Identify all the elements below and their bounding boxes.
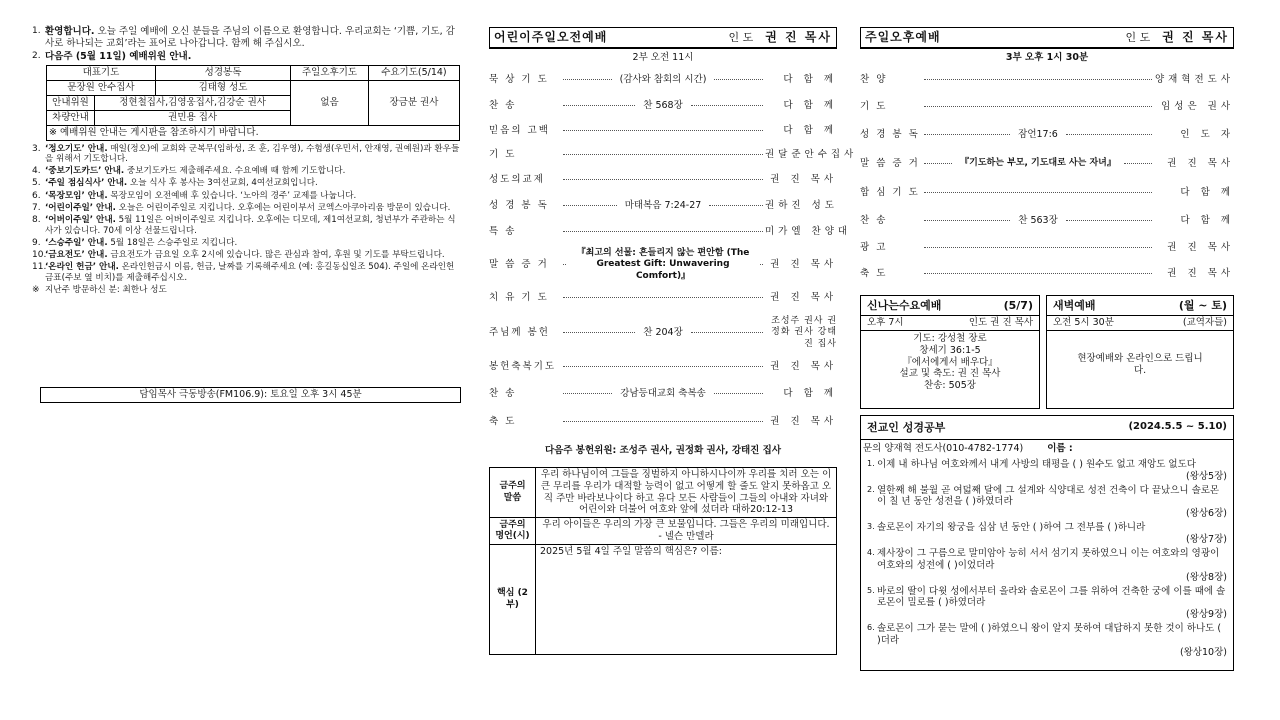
duty-cell: 차량안내 bbox=[47, 110, 95, 125]
announcement-text: 매일(정오)에 교회와 군복무(임하성, 조 훈, 김우영), 수험생(우민서, 안재영, 권예원)과 환우들을 위해서 기도합니다. bbox=[45, 143, 460, 165]
leader-dots bbox=[924, 106, 1152, 107]
question-text: 솔로몬이 자기의 왕궁을 십삼 년 동안 ( )하여 그 전부를 ( )하니라 bbox=[877, 522, 1146, 534]
question-reference: (왕상6장) bbox=[1186, 508, 1227, 520]
duty-header: 대표기도 bbox=[47, 65, 156, 80]
order-item-person: 권달준안수집사 bbox=[765, 148, 858, 160]
weekly-word-table bbox=[489, 467, 837, 655]
wednesday-time: 오후 7시 bbox=[867, 316, 904, 328]
question-body bbox=[877, 548, 1227, 584]
order-item-person: 권 진 목사 bbox=[1167, 241, 1234, 253]
order-item-person: 다 함 께 bbox=[783, 99, 838, 111]
order-item-label: 광 고 bbox=[860, 241, 888, 253]
leader-dots bbox=[1124, 163, 1152, 164]
study-question bbox=[867, 586, 1227, 622]
order-item-content: 『최고의 선물: 흔들리지 않는 편안함 (The Greatest Gift: Unwavering Comfort)』 bbox=[576, 248, 750, 281]
order-item-label: 믿음의 고백 bbox=[489, 124, 550, 136]
announcement-body bbox=[45, 203, 462, 214]
announcement-item bbox=[32, 26, 462, 50]
leader-dots bbox=[563, 79, 612, 80]
dawn-header bbox=[1047, 296, 1233, 316]
duty-table bbox=[46, 65, 460, 141]
order-row bbox=[489, 409, 837, 435]
announcement-number: 4. bbox=[32, 166, 41, 177]
announcement-body bbox=[45, 191, 462, 202]
order-item-label: 합 심 기 도 bbox=[860, 186, 920, 198]
announcement-item bbox=[32, 166, 462, 177]
weekly-saying-label: 금주의 명언(시) bbox=[490, 518, 536, 545]
order-item-content: 『기도하는 부모, 기도대로 사는 자녀』 bbox=[960, 158, 1116, 169]
order-item-person: 권 진 목사 bbox=[770, 291, 837, 303]
announcement-title: ‘목장모임’ 안내. bbox=[45, 190, 108, 201]
duty-cell: 문장원 안수집사 bbox=[47, 80, 156, 95]
announcement-number: 11. bbox=[32, 262, 47, 273]
order-item-label: 봉헌축복기도 bbox=[489, 360, 557, 372]
next-offering: 다음주 봉헌위원: 조성주 권사, 권정화 권사, 강태진 집사 bbox=[544, 444, 782, 456]
order-item-content: 찬 563장 bbox=[1018, 214, 1058, 226]
order-row bbox=[489, 119, 837, 143]
leader-dots bbox=[1066, 220, 1152, 221]
question-number: 6. bbox=[867, 623, 875, 633]
question-reference: (왕상10장) bbox=[1179, 646, 1227, 658]
duty-header: 성경봉독 bbox=[155, 65, 290, 80]
order-item-person: 권 진 목사 bbox=[770, 415, 837, 427]
leader-dots bbox=[691, 105, 763, 106]
wednesday-line: 찬송: 505장 bbox=[924, 380, 976, 392]
wednesday-leader: 인도 권 진 목사 bbox=[968, 316, 1033, 328]
announcement-item bbox=[32, 215, 462, 236]
leader-label: 인 도 bbox=[1125, 31, 1151, 44]
order-item-person: 권 진 목사 bbox=[770, 360, 837, 372]
order-item-person: 임성은 권사 bbox=[1161, 100, 1234, 112]
announcement-number: 6. bbox=[32, 190, 41, 201]
study-period: (2024.5.5 ~ 5.10) bbox=[1128, 421, 1227, 433]
order-item-label: 찬 송 bbox=[489, 99, 517, 111]
order-item-person: 다 함 께 bbox=[783, 387, 837, 399]
order-item-label: 치 유 기 도 bbox=[489, 291, 549, 303]
announcement-text: 온라인헌금시 이름, 헌금, 날짜를 기록해주세요 (예: 홍길동십일조 504). 주일에 온라인헌금표(주보 옆 비치)를 제출해주십시오. bbox=[45, 262, 455, 283]
duty-cell: 정현철집사,김영웅집사,김강순 권사 bbox=[95, 95, 291, 110]
announcement-body bbox=[45, 144, 462, 165]
study-question bbox=[867, 485, 1227, 521]
order-item-label: 찬 송 bbox=[489, 387, 517, 399]
question-number: 5. bbox=[867, 585, 875, 595]
announcement-number: 10. bbox=[32, 249, 47, 260]
announcement-body bbox=[45, 178, 462, 189]
leader-dots bbox=[563, 297, 763, 298]
wednesday-line: 창세기 36:1-5 bbox=[919, 344, 981, 356]
afternoon-worship-header bbox=[860, 27, 1234, 49]
announcement-item bbox=[32, 285, 462, 296]
wednesday-sub bbox=[861, 316, 1039, 331]
announcement-title: ‘어린이주일’ 안내. bbox=[45, 202, 116, 213]
question-reference: (왕상7장) bbox=[1186, 534, 1227, 545]
announcement-text: 오늘은 어린이주일로 지킵니다. 오후에는 어린이부서 코엑스아쿠아리움 방문이 있습니다. bbox=[115, 202, 451, 213]
wednesday-box bbox=[860, 295, 1040, 409]
dawn-who: (교역자들) bbox=[1182, 316, 1227, 328]
duty-header: 주일오후기도 bbox=[291, 65, 369, 80]
wednesday-date: (5/7) bbox=[1003, 298, 1033, 312]
announcement-title: ‘스승주일’ 안내. bbox=[45, 237, 108, 248]
order-row bbox=[489, 379, 837, 409]
order-row bbox=[489, 285, 837, 311]
order-row bbox=[489, 167, 837, 193]
leader-dots bbox=[924, 247, 1152, 248]
question-number: 1. bbox=[867, 458, 875, 468]
leader-dots bbox=[563, 205, 617, 206]
order-item-person: 권 진 목사 bbox=[770, 173, 837, 185]
announcement-number: 5. bbox=[32, 178, 41, 189]
announcement-text: 지난주 방문하신 분: 최한나 성도 bbox=[45, 284, 167, 295]
order-item-person: 다 함 께 bbox=[783, 73, 837, 85]
announcement-title: ‘주일 점심식사’ 안내. bbox=[45, 178, 128, 189]
order-row bbox=[489, 219, 852, 245]
duty-header: 수요기도(5/14) bbox=[368, 65, 459, 80]
order-row bbox=[489, 143, 858, 167]
study-question bbox=[867, 459, 1227, 483]
announcement-body bbox=[45, 215, 462, 236]
announcement-body bbox=[45, 166, 462, 177]
dawn-days: (월 ~ 토) bbox=[1178, 298, 1227, 312]
order-row bbox=[860, 121, 1234, 149]
announcement-number: 7. bbox=[32, 202, 41, 213]
announcement-body bbox=[45, 238, 462, 249]
dawn-sub bbox=[1047, 316, 1233, 331]
announcement-item bbox=[32, 262, 462, 283]
announcement-title: 환영합니다. bbox=[45, 26, 95, 37]
announcement-text: 오늘 식사 후 봉사는 3여선교회, 4여선교회입니다. bbox=[127, 178, 318, 189]
leader-dots bbox=[924, 134, 1010, 135]
duty-cell: 장금분 권사 bbox=[368, 80, 459, 125]
announcement-body bbox=[45, 250, 462, 261]
order-row bbox=[860, 93, 1234, 121]
wednesday-line: 기도: 강성철 장로 bbox=[913, 332, 987, 344]
leader-dots bbox=[563, 130, 763, 131]
leader-dots bbox=[924, 163, 952, 164]
announcement-body bbox=[45, 262, 462, 283]
question-number: 3. bbox=[867, 522, 875, 532]
announcement-item bbox=[32, 144, 462, 165]
duty-cell: 없음 bbox=[291, 80, 369, 125]
dawn-box bbox=[1046, 295, 1234, 409]
leader-dots bbox=[924, 192, 1152, 193]
order-item-content: 찬 204장 bbox=[643, 326, 683, 338]
order-item-label: 특 송 bbox=[489, 225, 517, 237]
order-item-label: 찬 양 bbox=[860, 73, 888, 85]
question-text: 솔로몬이 그가 묻는 말에 ( )하였으니 왕이 알지 못하여 대답하지 못한 것이 하나도 ( )더라 bbox=[877, 623, 1222, 646]
leader-dots bbox=[924, 79, 1152, 80]
order-item-person: 다 함 께 bbox=[783, 124, 837, 136]
weekly-saying-text: 우리 아이들은 우리의 가장 큰 보물입니다. 그들은 우리의 미래입니다. - 넬슨 만델라 bbox=[536, 518, 837, 545]
leader-dots bbox=[714, 79, 763, 80]
leader-dots bbox=[563, 154, 763, 155]
leader-name: 권 진 목사 bbox=[1162, 30, 1229, 44]
order-item-label: 축 도 bbox=[489, 415, 517, 427]
wednesday-title: 신나는수요예배 bbox=[867, 298, 942, 312]
announcement-item bbox=[32, 238, 462, 249]
leader-dots bbox=[563, 179, 763, 180]
announcement-title: ‘어버이주일’ 안내. bbox=[45, 215, 116, 226]
afternoon-column bbox=[860, 27, 1234, 671]
children-worship-header bbox=[489, 27, 837, 49]
study-title: 전교인 성경공부 bbox=[867, 420, 946, 434]
core-label: 핵심 (2부) bbox=[490, 545, 536, 655]
question-reference: (왕상8장) bbox=[1186, 571, 1227, 583]
announcement-number: 9. bbox=[32, 237, 41, 248]
order-item-label: 묵 상 기 도 bbox=[489, 73, 549, 85]
leader-dots bbox=[563, 105, 635, 106]
order-row bbox=[489, 311, 837, 355]
duty-note: ※ 예배위원 안내는 게시판을 참조하시기 바랍니다. bbox=[47, 125, 460, 140]
question-body bbox=[877, 485, 1227, 521]
dawn-time: 오전 5시 30분 bbox=[1053, 316, 1114, 328]
announcements-column bbox=[32, 26, 462, 297]
question-body bbox=[877, 623, 1227, 659]
leader-dots bbox=[714, 393, 763, 394]
order-row bbox=[860, 207, 1234, 235]
leader-dots bbox=[760, 264, 763, 265]
announcement-item bbox=[32, 191, 462, 202]
order-item-label: 성 경 봉 독 bbox=[860, 128, 920, 140]
study-questions bbox=[861, 459, 1233, 659]
announcement-text: 오늘 주일 예배에 오신 분들을 주님의 이름으로 환영합니다. 우리교회는 ‘기쁨, 기도, 감사로 하나되는 교회’라는 표어로 나아갑니다. 함께 해 주십시오. bbox=[45, 26, 455, 49]
announcement-title: ‘금요전도’ 안내. bbox=[45, 249, 108, 260]
order-item-label: 찬 송 bbox=[860, 214, 888, 226]
order-item-person: 다 함 께 bbox=[1180, 214, 1235, 226]
order-item-person: 인 도 자 bbox=[1180, 128, 1234, 140]
announcement-body bbox=[45, 285, 462, 296]
study-question bbox=[867, 623, 1227, 659]
order-item-person: 권하진 성도 bbox=[765, 199, 838, 211]
question-body bbox=[877, 459, 1227, 483]
order-item-content: 찬 568장 bbox=[643, 99, 683, 111]
order-item-label: 축 도 bbox=[860, 267, 888, 279]
question-reference: (왕상9장) bbox=[1186, 609, 1227, 621]
announcement-text: 5월 11일은 어버이주일로 지킵니다. 오후에는 디모데, 제1여선교회, 청년부가 주관하는 식사가 있습니다. 70세 이상 선물드립니다. bbox=[45, 215, 456, 236]
duty-cell: 권민용 집사 bbox=[95, 110, 291, 125]
order-of-service bbox=[489, 67, 858, 435]
order-item-content: 강남등대교회 축복송 bbox=[620, 387, 706, 399]
announcement-item bbox=[32, 51, 462, 63]
order-item-label: 기 도 bbox=[860, 100, 888, 112]
announcement-number: 1. bbox=[32, 26, 41, 36]
question-body bbox=[877, 586, 1227, 622]
order-item-label: 성도의교제 bbox=[489, 173, 545, 185]
order-item-label: 기 도 bbox=[489, 148, 517, 160]
announcement-number: 2. bbox=[32, 50, 41, 61]
announcement-number: ※ bbox=[32, 284, 40, 295]
order-row bbox=[489, 245, 837, 285]
order-item-content: 잠언17:6 bbox=[1018, 128, 1058, 140]
leader-dots bbox=[563, 264, 566, 265]
weekly-word-label: 금주의 말씀 bbox=[490, 467, 536, 518]
order-row bbox=[860, 235, 1234, 261]
section-title: 어린이주일오전예배 bbox=[494, 30, 608, 44]
order-item-label: 주님께 봉헌 bbox=[489, 326, 550, 338]
order-row bbox=[860, 149, 1234, 179]
leader-label: 인 도 bbox=[728, 31, 754, 44]
question-reference: (왕상5장) bbox=[1186, 470, 1227, 482]
study-question bbox=[867, 522, 1227, 546]
announcement-item bbox=[32, 250, 462, 261]
order-item-content: (감사와 참회의 시간) bbox=[619, 73, 707, 85]
service-time: 3부 오후 1시 30분 bbox=[1005, 52, 1089, 63]
children-worship-column bbox=[489, 27, 858, 655]
wednesday-details bbox=[861, 331, 1039, 392]
duty-cell: 김태형 성도 bbox=[155, 80, 290, 95]
announcement-text: 금요전도가 금요일 오후 2시에 있습니다. 많은 관심과 참여, 후원 및 기도를 부탁드립니다. bbox=[107, 249, 445, 260]
order-row bbox=[860, 261, 1234, 287]
announcement-text: 중보기도카드 제출해주세요. 수요예배 때 함께 기도합니다. bbox=[124, 166, 346, 177]
section-title: 주일오후예배 bbox=[865, 30, 941, 44]
leader-dots bbox=[924, 273, 1152, 274]
order-item-label: 말 씀 증 거 bbox=[489, 258, 549, 270]
announcement-number: 3. bbox=[32, 143, 41, 154]
study-contact-row bbox=[861, 440, 1233, 457]
question-text: 제사장이 그 구름으로 말미암아 능히 서서 섬기지 못하였으니 이는 여호와의 영광이 여호와의 성전에 ( )이었더라 bbox=[877, 547, 1220, 571]
announcement-text: 목장모임이 오전예배 후 있습니다. ‘노아의 경주’ 교제를 나눕니다. bbox=[107, 190, 357, 201]
announcement-list bbox=[32, 144, 462, 296]
order-item-person: 권 진 목사 bbox=[770, 258, 837, 270]
dawn-text: 현장예배와 온라인으로 드립니다. bbox=[1077, 352, 1203, 376]
order-item-person: 미가엘 찬양대 bbox=[765, 225, 852, 237]
announcement-item bbox=[32, 203, 462, 214]
leader-dots bbox=[563, 231, 763, 232]
wednesday-line: 『에서에게서 배우다』 bbox=[902, 356, 998, 368]
order-of-service bbox=[860, 67, 1234, 287]
order-item-person: 다 함 께 bbox=[1180, 186, 1234, 198]
order-row bbox=[860, 179, 1234, 207]
announcement-number: 8. bbox=[32, 215, 41, 226]
weekly-word-text: 우리 하나님이여 그들을 징벌하지 아니하시나이까 우리를 치러 오는 이 큰 무리를 우리가 대적할 능력이 없고 어떻게 할 줄도 알지 못하옵고 오직 주만 바라보나이다 하고 유다 모든 사람들이 그들의 아내와 자녀와 어린이와 더불어 여호와 앞에 섰더라 대하20:12-13 bbox=[536, 467, 837, 518]
core-text: 2025년 5월 4일 주일 말씀의 핵심은? 이름: bbox=[536, 545, 837, 655]
question-number: 4. bbox=[867, 547, 875, 557]
dawn-title: 새벽예배 bbox=[1053, 298, 1096, 312]
order-item-person: 권 진 목사 bbox=[1167, 267, 1234, 279]
question-body bbox=[877, 522, 1227, 546]
order-item-person: 양재혁전도사 bbox=[1154, 73, 1234, 85]
order-row bbox=[489, 93, 837, 119]
leader-dots bbox=[563, 421, 763, 422]
question-text: 열한째 해 불월 곧 여덟째 달에 그 설계와 식양대로 성전 건축이 다 끝났으니 솔로몬이 칠 년 동안 성전을 ( )하였더라 bbox=[877, 484, 1220, 508]
study-question bbox=[867, 548, 1227, 584]
leader-name: 권 진 목사 bbox=[765, 30, 832, 44]
question-number: 2. bbox=[867, 484, 875, 494]
duty-cell: 안내위원 bbox=[47, 95, 95, 110]
study-header bbox=[861, 416, 1233, 440]
wednesday-header bbox=[861, 296, 1039, 316]
leader-dots bbox=[691, 332, 763, 333]
question-text: 바로의 딸이 다윗 성에서부터 올라와 솔로몬이 그를 위하여 건축한 궁에 이를 때에 솔로몬이 밀로를 ( )하였더라 bbox=[877, 585, 1226, 609]
order-item-person: 조성주 권사 권정화 권사 강태진 집사 bbox=[771, 316, 838, 349]
order-row bbox=[489, 355, 837, 379]
leader-dots bbox=[563, 366, 763, 367]
study-contact: 문의 양재혁 전도사(010-4782-1774) bbox=[863, 442, 1024, 454]
announcement-title: 다음주 (5월 11일) 예배위원 안내. bbox=[45, 50, 192, 62]
leader-dots bbox=[1066, 134, 1152, 135]
leader-dots bbox=[709, 205, 763, 206]
service-time: 2부 오전 11시 bbox=[632, 52, 694, 63]
order-row bbox=[489, 193, 837, 219]
question-text: 이제 내 하나님 여호와께서 내게 사방의 태평을 ( ) 원수도 없고 재앙도 없도다 bbox=[877, 458, 1196, 470]
order-row bbox=[860, 67, 1234, 93]
order-row bbox=[489, 67, 837, 93]
leader-dots bbox=[563, 332, 635, 333]
order-item-label: 성 경 봉 독 bbox=[489, 199, 549, 211]
announcement-title: ‘중보기도카드’ 안내. bbox=[45, 166, 125, 177]
leader-dots bbox=[924, 220, 1010, 221]
bible-study-box bbox=[860, 415, 1234, 671]
leader-dots bbox=[563, 393, 612, 394]
announcement-text: 5월 18일은 스승주일로 지킵니다. bbox=[107, 237, 238, 248]
study-name-label: 이름 : bbox=[1047, 442, 1073, 454]
order-item-label: 말 씀 증 거 bbox=[860, 157, 920, 169]
announcement-title: ‘정오기도’ 안내. bbox=[45, 143, 108, 154]
order-item-content: 마태복음 7:24-27 bbox=[624, 199, 702, 211]
announcement-title: ‘온라인 헌금’ 안내. bbox=[45, 262, 119, 273]
wednesday-line: 설교 및 축도: 권 진 목사 bbox=[899, 368, 1001, 380]
announcement-item bbox=[32, 178, 462, 189]
broadcast-box: 담임목사 극동방송(FM106.9): 토요일 오후 3시 45분 bbox=[40, 387, 461, 403]
order-item-person: 권 진 목사 bbox=[1167, 157, 1235, 169]
